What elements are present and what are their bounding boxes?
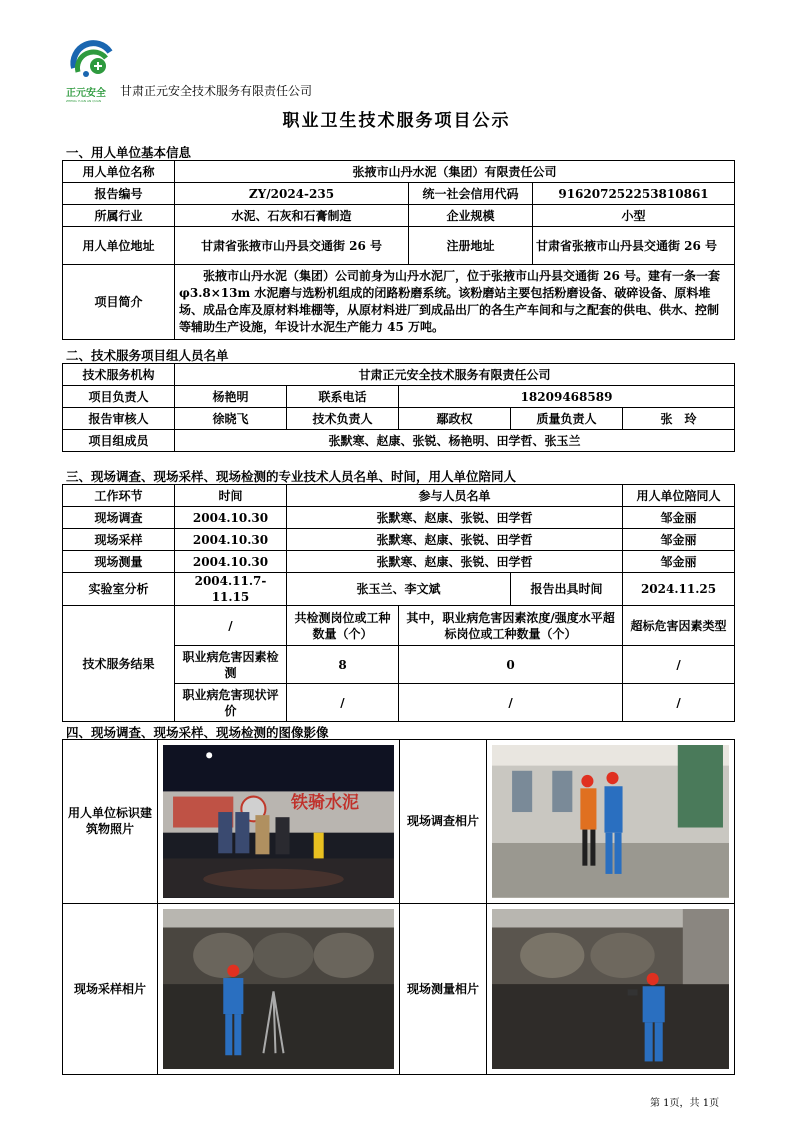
tech-label: 技术负责人: [287, 408, 399, 430]
section1-heading: 一、用人单位基本信息: [66, 145, 192, 160]
leader-label: 项目负责人: [63, 386, 175, 408]
result-label: 技术服务结果: [63, 606, 175, 722]
leader-value: 杨艳明: [175, 386, 287, 408]
sampling-photo: [163, 909, 394, 1070]
photo-building: [158, 740, 400, 904]
members-value: 张默寒、赵康、张锐、杨艳明、田学哲、张玉兰: [175, 430, 735, 452]
report-date-label: 报告出具时间: [511, 573, 623, 606]
escort: 邹金丽: [623, 529, 735, 551]
header-time: 时间: [175, 485, 287, 507]
stage: 实验室分析: [63, 573, 175, 606]
result-count: /: [287, 684, 399, 722]
result-header-over: 其中，职业病危害因素浓度/强度水平超标岗位或工种数量（个）: [399, 606, 623, 646]
result-over: /: [399, 684, 623, 722]
photo-survey: [487, 740, 735, 904]
table-row: [63, 529, 735, 551]
table-row: [63, 507, 735, 529]
team-table: [62, 363, 735, 452]
header-people: 参与人员名单: [287, 485, 623, 507]
industry-value: 水泥、石灰和石膏制造: [175, 205, 409, 227]
header-escort: 用人单位陪同人: [623, 485, 735, 507]
credit-code-label: 统一社会信用代码: [409, 183, 533, 205]
photo-label-measure: 现场测量相片: [400, 903, 487, 1075]
building-photo: [163, 745, 394, 898]
people: 张玉兰、李文斌: [287, 573, 511, 606]
photo-label-sampling: 现场采样相片: [63, 903, 158, 1075]
photo-sign-text: 铁骑水泥: [291, 793, 359, 813]
people: 张默寒、赵康、张锐、田学哲: [287, 551, 623, 573]
employer-label: 用人单位名称: [63, 161, 175, 183]
result-item: 职业病危害因素检测: [175, 646, 287, 684]
address-label: 用人单位地址: [63, 227, 175, 265]
photo-label-survey: 现场调查相片: [400, 740, 487, 904]
escort: 邹金丽: [623, 551, 735, 573]
result-item: 职业病危害现状评价: [175, 684, 287, 722]
time: 2004.10.30: [175, 529, 287, 551]
phone-value: 18209468589: [399, 386, 735, 408]
quality-label: 质量负责人: [511, 408, 623, 430]
table-row: [63, 573, 735, 606]
reg-address-value: 甘肃省张掖市山丹县交通街 26 号: [533, 227, 735, 265]
page-title: 职业卫生技术服务项目公示: [282, 111, 511, 131]
photo-label-building: 用人单位标识建筑物照片: [63, 740, 158, 904]
intro-text: 张掖市山丹水泥（集团）公司前身为山丹水泥厂，位于张掖市山丹县交通街 26 号。建有一条一套 φ3.8×13m 水泥磨与选粉机组成的闭路粉磨系统。该粉磨站主要包括粉磨设备、破碎设备、原料堆场、成品仓库及原材料堆棚等，从原材料进厂到成品出厂的各生产车间和与之配套的供电、供水、控制等辅助生产设施，年设计水泥生产能力 45 万吨。: [175, 265, 735, 340]
escort: 邹金丽: [623, 507, 735, 529]
members-label: 项目组成员: [63, 430, 175, 452]
people: 张默寒、赵康、张锐、田学哲: [287, 507, 623, 529]
time: 2004.11.7-11.15: [175, 573, 287, 606]
reg-address-label: 注册地址: [409, 227, 533, 265]
credit-code-value: 916207252253810861: [533, 183, 735, 205]
work-table: [62, 484, 735, 722]
stage: 现场调查: [63, 507, 175, 529]
scale-label: 企业规模: [409, 205, 533, 227]
result-type: /: [623, 684, 735, 722]
address-value: 甘肃省张掖市山丹县交通街 26 号: [175, 227, 409, 265]
phone-label: 联系电话: [287, 386, 399, 408]
result-header-item: /: [175, 606, 287, 646]
time: 2004.10.30: [175, 507, 287, 529]
result-over: 0: [399, 646, 623, 684]
report-date-value: 2024.11.25: [623, 573, 735, 606]
stage: 现场测量: [63, 551, 175, 573]
photo-measure: [487, 903, 735, 1075]
report-no-value: ZY/2024-235: [175, 183, 409, 205]
org-value: 甘肃正元安全技术服务有限责任公司: [175, 364, 735, 386]
photo-sampling: [158, 903, 400, 1075]
photo-table: [62, 739, 735, 1075]
result-count: 8: [287, 646, 399, 684]
employer-value: 张掖市山丹水泥（集团）有限责任公司: [175, 161, 735, 183]
time: 2004.10.30: [175, 551, 287, 573]
quality-value: 张 玲: [623, 408, 735, 430]
result-header-type: 超标危害因素类型: [623, 606, 735, 646]
section2-heading: 二、技术服务项目组人员名单: [66, 348, 229, 363]
industry-label: 所属行业: [63, 205, 175, 227]
reviewer-label: 报告审核人: [63, 408, 175, 430]
zhengyuan-logo-icon: [66, 38, 120, 84]
result-header-count: 共检测岗位或工种数量（个）: [287, 606, 399, 646]
intro-label: 项目简介: [63, 265, 175, 340]
table-row: [63, 551, 735, 573]
survey-photo: [492, 745, 729, 898]
stage: 现场采样: [63, 529, 175, 551]
employer-info-table: [62, 160, 735, 340]
company-name: 甘肃正元安全技术服务有限责任公司: [120, 84, 313, 98]
people: 张默寒、赵康、张锐、田学哲: [287, 529, 623, 551]
logo-subtext: ZHENG YUAN AN QUAN: [66, 99, 102, 103]
section4-heading: 四、现场调查、现场采样、现场检测的图像影像: [66, 725, 329, 740]
report-no-label: 报告编号: [63, 183, 175, 205]
reviewer-value: 徐晓飞: [175, 408, 287, 430]
result-type: /: [623, 646, 735, 684]
header-stage: 工作环节: [63, 485, 175, 507]
scale-value: 小型: [533, 205, 735, 227]
section3-heading: 三、现场调查、现场采样、现场检测的专业技术人员名单、时间，用人单位陪同人: [66, 469, 517, 484]
measure-photo: [492, 909, 729, 1070]
logo-text: 正元安全: [66, 88, 106, 99]
tech-value: 鄢政权: [399, 408, 511, 430]
page-footer: 第 1页，共 1页: [650, 1098, 720, 1109]
org-label: 技术服务机构: [63, 364, 175, 386]
company-logo: [66, 38, 120, 103]
